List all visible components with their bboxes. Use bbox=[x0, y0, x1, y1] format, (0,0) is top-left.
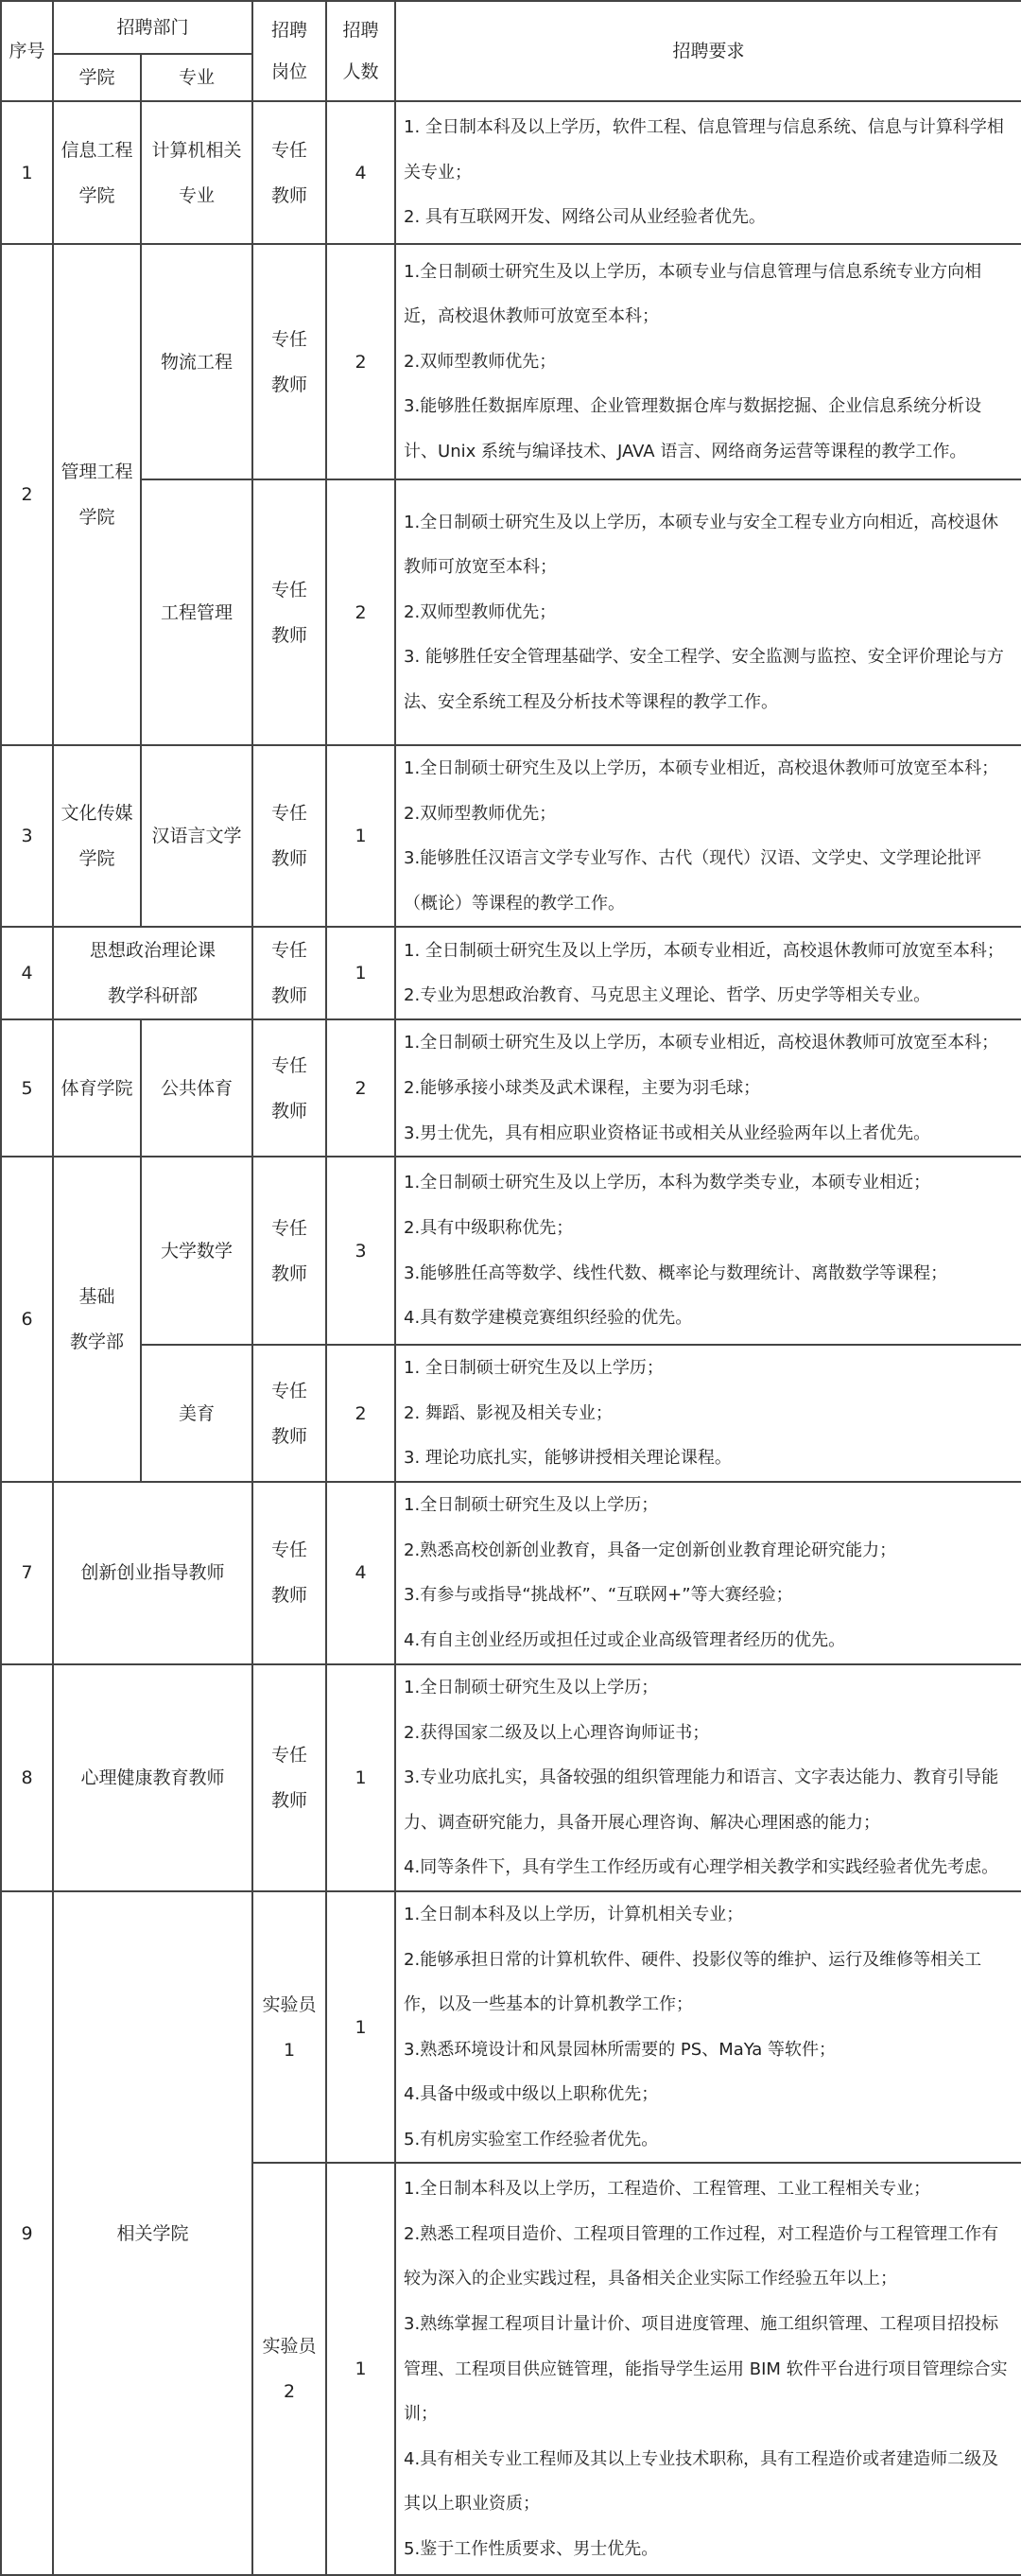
cell-count: 2 bbox=[326, 479, 395, 745]
requirement-line: 4.具备中级或中级以上职称优先； bbox=[404, 2084, 659, 2105]
requirement-line: 3.能够胜任数据库原理、企业管理数据仓库与数据挖掘、企业信息系统分析设计、Unix 系统与编译技术、JAVA 语言、网络商务运营等课程的教学工作。 bbox=[404, 396, 982, 461]
cell-count: 4 bbox=[326, 1482, 395, 1664]
cell-position: 专任 教师 bbox=[252, 101, 326, 244]
header-seq: 序号 bbox=[1, 1, 53, 101]
requirement-line: 3. 理论功底扎实，能够讲授相关理论课程。 bbox=[404, 1448, 732, 1469]
requirement-line: 5.鉴于工作性质要求、男士优先。 bbox=[404, 2539, 659, 2560]
requirement-line: 1. 全日制硕士研究生及以上学历，本硕专业相近，高校退休教师可放宽至本科； bbox=[404, 940, 1004, 961]
cell-requirements bbox=[395, 1664, 1021, 1891]
table-row bbox=[1, 479, 1021, 745]
requirement-line: 2.能够承接小球类及武术课程，主要为羽毛球； bbox=[404, 1077, 761, 1098]
cell-count: 2 bbox=[326, 244, 395, 479]
cell-count: 2 bbox=[326, 1345, 395, 1482]
cell-seq: 5 bbox=[1, 1019, 53, 1157]
cell-seq: 9 bbox=[1, 1891, 53, 2576]
cell-seq: 2 bbox=[1, 244, 53, 745]
cell-count: 4 bbox=[326, 101, 395, 244]
requirement-line: 4.同等条件下，具有学生工作经历或有心理学相关教学和实践经验者优先考虑。 bbox=[404, 1857, 999, 1878]
cell-major: 工程管理 bbox=[141, 479, 252, 745]
cell-requirements bbox=[395, 927, 1021, 1019]
cell-requirements bbox=[395, 1157, 1021, 1345]
cell-college: 信息工程 学院 bbox=[53, 101, 141, 244]
requirement-line: 1. 全日制硕士研究生及以上学历； bbox=[404, 1358, 664, 1379]
cell-count: 1 bbox=[326, 1664, 395, 1891]
requirement-line: 1.全日制硕士研究生及以上学历； bbox=[404, 1677, 659, 1697]
cell-count: 2 bbox=[326, 1019, 395, 1157]
header-requirements: 招聘要求 bbox=[395, 1, 1021, 101]
table-row bbox=[1, 1157, 1021, 1345]
requirement-line: 4.具有数学建模竞赛组织经验的优先。 bbox=[404, 1308, 693, 1329]
table-row bbox=[1, 927, 1021, 1019]
cell-count: 1 bbox=[326, 745, 395, 927]
cell-position: 专任 教师 bbox=[252, 1157, 326, 1345]
table-row bbox=[1, 745, 1021, 927]
cell-requirements bbox=[395, 101, 1021, 244]
cell-count: 3 bbox=[326, 1157, 395, 1345]
requirement-line: 2.双师型教师优先； bbox=[404, 803, 557, 824]
cell-position: 专任 教师 bbox=[252, 1664, 326, 1891]
cell-major: 大学数学 bbox=[141, 1157, 252, 1345]
requirement-line: 1.全日制硕士研究生及以上学历，本硕专业与安全工程专业方向相近，高校退休教师可放宽至本科； bbox=[404, 512, 999, 578]
header-college: 学院 bbox=[53, 54, 141, 101]
cell-count: 1 bbox=[326, 1891, 395, 2164]
cell-position: 专任 教师 bbox=[252, 1482, 326, 1664]
cell-position: 实验员 2 bbox=[252, 2163, 326, 2575]
requirement-line: 1.全日制硕士研究生及以上学历； bbox=[404, 1495, 659, 1516]
requirement-line: 2. 舞蹈、影视及相关专业； bbox=[404, 1402, 613, 1423]
requirement-line: 3.能够胜任高等数学、线性代数、概率论与数理统计、离散数学等课程； bbox=[404, 1262, 948, 1283]
cell-position: 实验员 1 bbox=[252, 1891, 326, 2164]
requirement-line: 1. 全日制本科及以上学历，软件工程、信息管理与信息系统、信息与计算科学相关专业； bbox=[404, 117, 1004, 183]
table-row bbox=[1, 1345, 1021, 1482]
requirement-line: 2.双师型教师优先； bbox=[404, 351, 557, 372]
requirement-line: 2.双师型教师优先； bbox=[404, 601, 557, 622]
cell-major: 物流工程 bbox=[141, 244, 252, 479]
table-row bbox=[1, 1891, 1021, 2164]
table-row bbox=[1, 244, 1021, 479]
requirement-line: 2.获得国家二级及以上心理咨询师证书； bbox=[404, 1722, 710, 1743]
cell-college: 体育学院 bbox=[53, 1019, 141, 1157]
cell-position: 专任 教师 bbox=[252, 244, 326, 479]
header-major: 专业 bbox=[141, 54, 252, 101]
requirement-line: 1.全日制硕士研究生及以上学历，本科为数学类专业，本硕专业相近； bbox=[404, 1173, 931, 1193]
cell-position: 专任 教师 bbox=[252, 1345, 326, 1482]
table-header-row-1 bbox=[1, 1, 1021, 54]
requirement-line: 1.全日制本科及以上学历，工程造价、工程管理、工业工程相关专业； bbox=[404, 2179, 931, 2200]
requirement-line: 2.熟悉工程项目造价、工程项目管理的工作过程，对工程造价与工程管理工作有较为深入的企业实践过程，具备相关企业实际工作经验五年以上； bbox=[404, 2223, 999, 2289]
requirement-line: 1.全日制硕士研究生及以上学历，本硕专业相近，高校退休教师可放宽至本科； bbox=[404, 758, 999, 778]
cell-seq: 1 bbox=[1, 101, 53, 244]
cell-requirements bbox=[395, 745, 1021, 927]
requirement-line: 5.有机房实验室工作经验者优先。 bbox=[404, 2129, 659, 2150]
requirement-line: 3.专业功底扎实，具备较强的组织管理能力和语言、文字表达能力、教育引导能力、调查研究能力，具备开展心理咨询、解决心理困惑的能力； bbox=[404, 1767, 999, 1833]
cell-requirements bbox=[395, 1482, 1021, 1664]
requirement-line: 2.熟悉高校创新创业教育，具备一定创新创业教育理论研究能力； bbox=[404, 1540, 897, 1560]
header-count: 招聘 人数 bbox=[326, 1, 395, 101]
requirement-line: 2.专业为思想政治教育、马克思主义理论、哲学、历史学等相关专业。 bbox=[404, 985, 931, 1006]
cell-major: 公共体育 bbox=[141, 1019, 252, 1157]
cell-count: 1 bbox=[326, 2163, 395, 2575]
cell-position: 专任 教师 bbox=[252, 479, 326, 745]
cell-college: 管理工程 学院 bbox=[53, 244, 141, 745]
cell-requirements bbox=[395, 479, 1021, 745]
cell-requirements bbox=[395, 1891, 1021, 2164]
header-position: 招聘 岗位 bbox=[252, 1, 326, 101]
cell-major: 美育 bbox=[141, 1345, 252, 1482]
requirement-line: 3.能够胜任汉语言文学专业写作、古代（现代）汉语、文学史、文学理论批评（概论）等课程的教学工作。 bbox=[404, 848, 982, 914]
cell-seq: 3 bbox=[1, 745, 53, 927]
cell-position: 专任 教师 bbox=[252, 1019, 326, 1157]
cell-seq: 7 bbox=[1, 1482, 53, 1664]
cell-dept: 相关学院 bbox=[53, 1891, 252, 2576]
cell-position: 专任 教师 bbox=[252, 745, 326, 927]
requirement-line: 3.熟悉环境设计和风景园林所需要的 PS、MaYa 等软件； bbox=[404, 2039, 837, 2060]
requirement-line: 3. 能够胜任安全管理基础学、安全工程学、安全监测与监控、安全评价理论与方法、安全系统工程及分析技术等课程的教学工作。 bbox=[404, 647, 1004, 712]
requirement-line: 1.全日制本科及以上学历，计算机相关专业； bbox=[404, 1904, 744, 1924]
cell-seq: 4 bbox=[1, 927, 53, 1019]
cell-college: 基础 教学部 bbox=[53, 1157, 141, 1482]
requirement-line: 4.具有相关专业工程师及其以上专业技术职称，具有工程造价或者建造师二级及其以上职业资质； bbox=[404, 2448, 999, 2515]
cell-college: 文化传媒 学院 bbox=[53, 745, 141, 927]
cell-major: 汉语言文学 bbox=[141, 745, 252, 927]
requirement-line: 1.全日制硕士研究生及以上学历，本硕专业相近，高校退休教师可放宽至本科； bbox=[404, 1033, 999, 1053]
header-dept: 招聘部门 bbox=[53, 1, 252, 54]
cell-count: 1 bbox=[326, 927, 395, 1019]
cell-dept: 思想政治理论课 教学科研部 bbox=[53, 927, 252, 1019]
requirement-line: 3.有参与或指导“挑战杯”、“互联网+”等大赛经验； bbox=[404, 1585, 793, 1606]
requirement-line: 1.全日制硕士研究生及以上学历，本硕专业与信息管理与信息系统专业方向相近，高校退休教师可放宽至本科； bbox=[404, 261, 982, 327]
cell-requirements bbox=[395, 244, 1021, 479]
cell-seq: 8 bbox=[1, 1664, 53, 1891]
requirement-line: 2. 具有互联网开发、网络公司从业经验者优先。 bbox=[404, 207, 766, 228]
cell-dept: 创新创业指导教师 bbox=[53, 1482, 252, 1664]
table-row bbox=[1, 1664, 1021, 1891]
requirement-line: 4.有自主创业经历或担任过或企业高级管理者经历的优先。 bbox=[404, 1630, 846, 1651]
cell-requirements bbox=[395, 1345, 1021, 1482]
cell-major: 计算机相关 专业 bbox=[141, 101, 252, 244]
requirement-line: 3.熟练掌握工程项目计量计价、项目进度管理、施工组织管理、工程项目招投标管理、工程项目供应链管理，能指导学生运用 BIM 软件平台进行项目管理综合实训； bbox=[404, 2314, 1008, 2425]
requirement-line: 3.男士优先，具有相应职业资格证书或相关从业经验两年以上者优先。 bbox=[404, 1123, 931, 1143]
cell-position: 专任 教师 bbox=[252, 927, 326, 1019]
cell-seq: 6 bbox=[1, 1157, 53, 1482]
cell-requirements bbox=[395, 1019, 1021, 1157]
table-row bbox=[1, 1019, 1021, 1157]
requirement-line: 2.具有中级职称优先； bbox=[404, 1218, 574, 1239]
table-row bbox=[1, 101, 1021, 244]
requirement-line: 2.能够承担日常的计算机软件、硬件、投影仪等的维护、运行及维修等相关工作，以及一些基本的计算机教学工作； bbox=[404, 1949, 982, 2015]
cell-dept: 心理健康教育教师 bbox=[53, 1664, 252, 1891]
cell-requirements bbox=[395, 2163, 1021, 2575]
table-row bbox=[1, 1482, 1021, 1664]
